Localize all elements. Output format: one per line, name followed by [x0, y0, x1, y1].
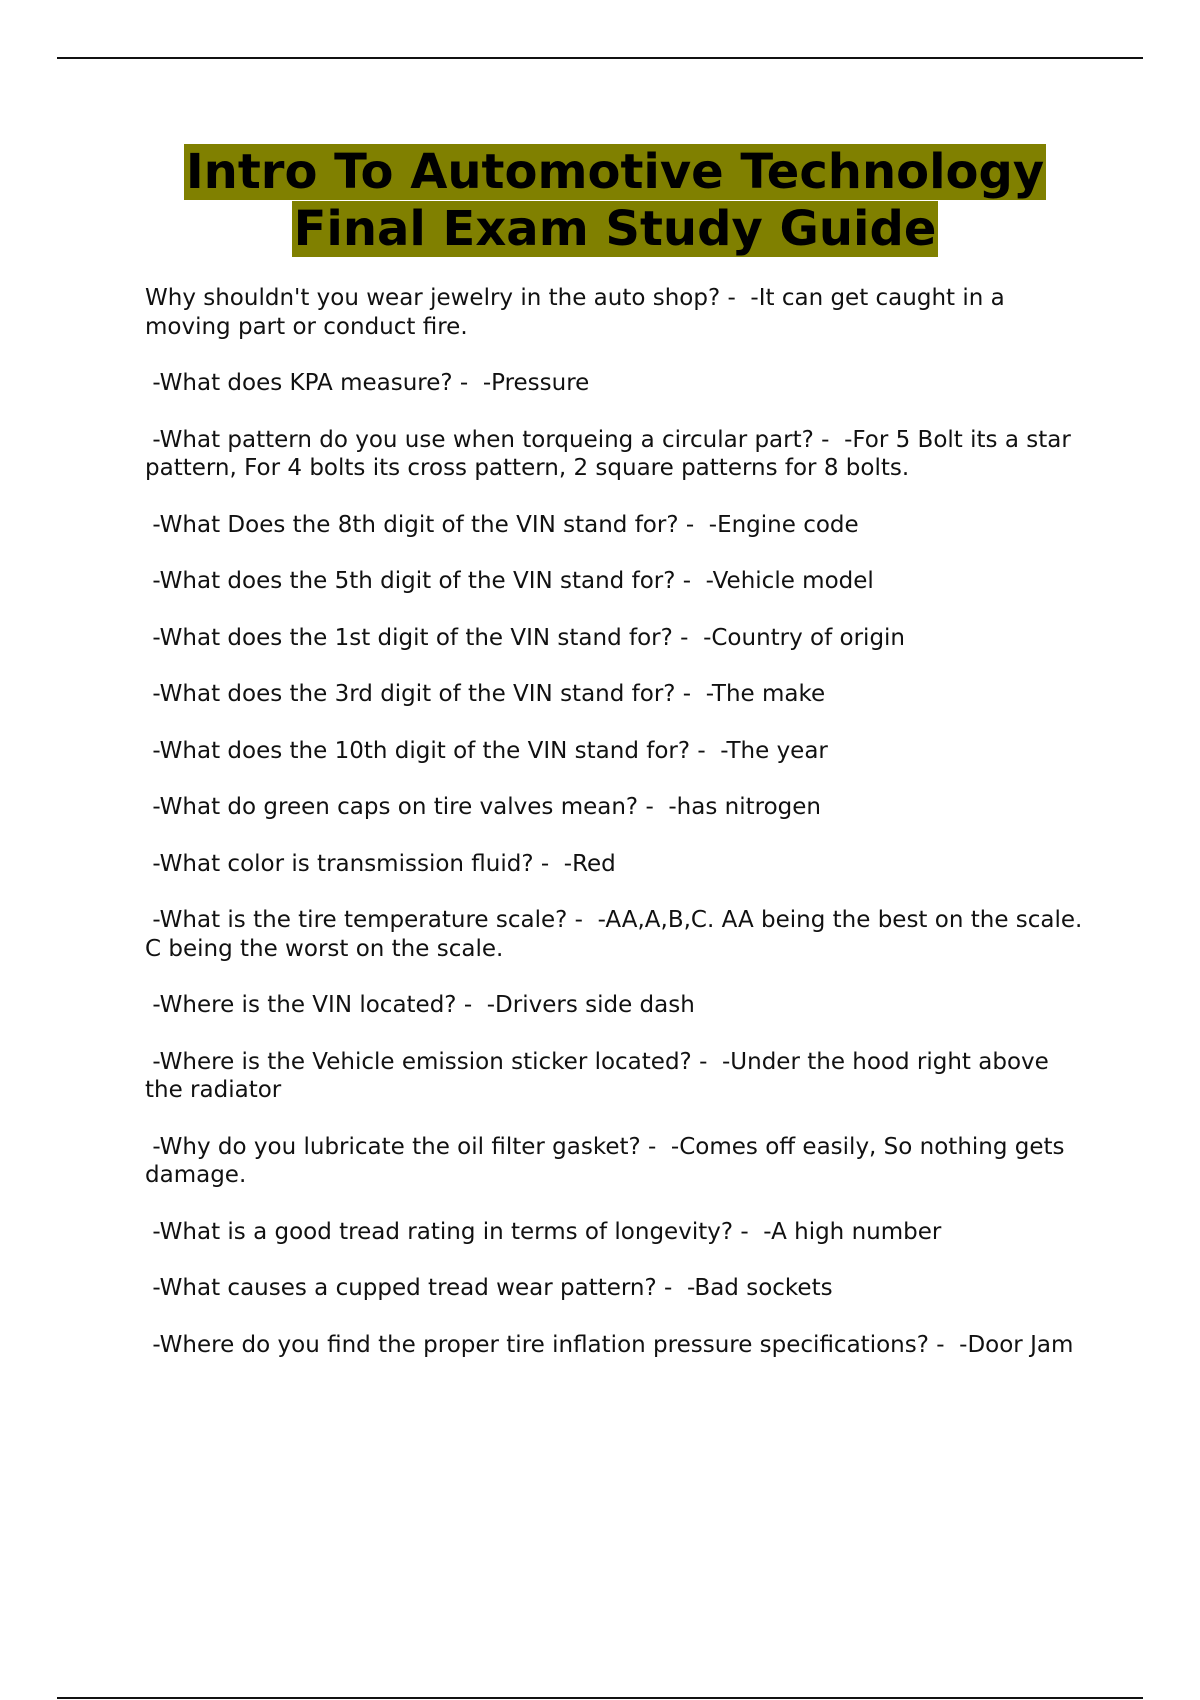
title-line-1: Intro To Automotive Technology: [185, 144, 1045, 200]
qa-item: -What is the tire temperature scale? - -AA,A,B,C. AA being the best on the scale. C being the worst on the scale.: [145, 907, 1090, 962]
top-rule: [57, 57, 1143, 59]
qa-item: -What does the 3rd digit of the VIN stand for? - -The make: [145, 681, 826, 707]
qa-item: -Where do you find the proper tire inflation pressure specifications? - -Door Jam: [145, 1331, 1074, 1358]
qa-item: -What pattern do you use when torqueing a circular part? - -For 5 Bolt its a star pattern, For 4 bolts its cross pattern, 2 square patterns for 8 bolts.: [145, 426, 1079, 481]
qa-item: -What causes a cupped tread wear pattern? - -Bad sockets: [145, 1275, 833, 1301]
document-title: [120, 144, 1110, 258]
qa-list: [145, 284, 1090, 1387]
qa-item: -What does KPA measure? - -Pressure: [145, 370, 590, 396]
qa-item: -Where is the VIN located? - -Drivers side dash: [145, 992, 695, 1018]
qa-item: -What Does the 8th digit of the VIN stand for? - -Engine code: [145, 511, 859, 538]
qa-item: -What does the 5th digit of the VIN stand for? - -Vehicle model: [145, 568, 874, 594]
title-line-2: Final Exam Study Guide: [293, 201, 937, 257]
qa-item: -What color is transmission fluid? - -Red: [145, 850, 616, 877]
qa-item: -Why do you lubricate the oil filter gasket? - -Comes off easily, So nothing gets damage.: [145, 1133, 1072, 1188]
qa-item: -Where is the Vehicle emission sticker located? - -Under the hood right above the radiator: [145, 1048, 1057, 1103]
qa-item: Why shouldn't you wear jewelry in the auto shop? - -It can get caught in a moving part or conduct fire.: [145, 285, 1013, 340]
qa-item: -What does the 10th digit of the VIN stand for? - -The year: [145, 737, 828, 764]
bottom-rule: [57, 1697, 1143, 1699]
qa-item: -What does the 1st digit of the VIN stand for? - -Country of origin: [145, 624, 906, 651]
qa-item: -What do green caps on tire valves mean? - -has nitrogen: [145, 794, 821, 820]
qa-item: -What is a good tread rating in terms of longevity? - -A high number: [145, 1218, 942, 1245]
